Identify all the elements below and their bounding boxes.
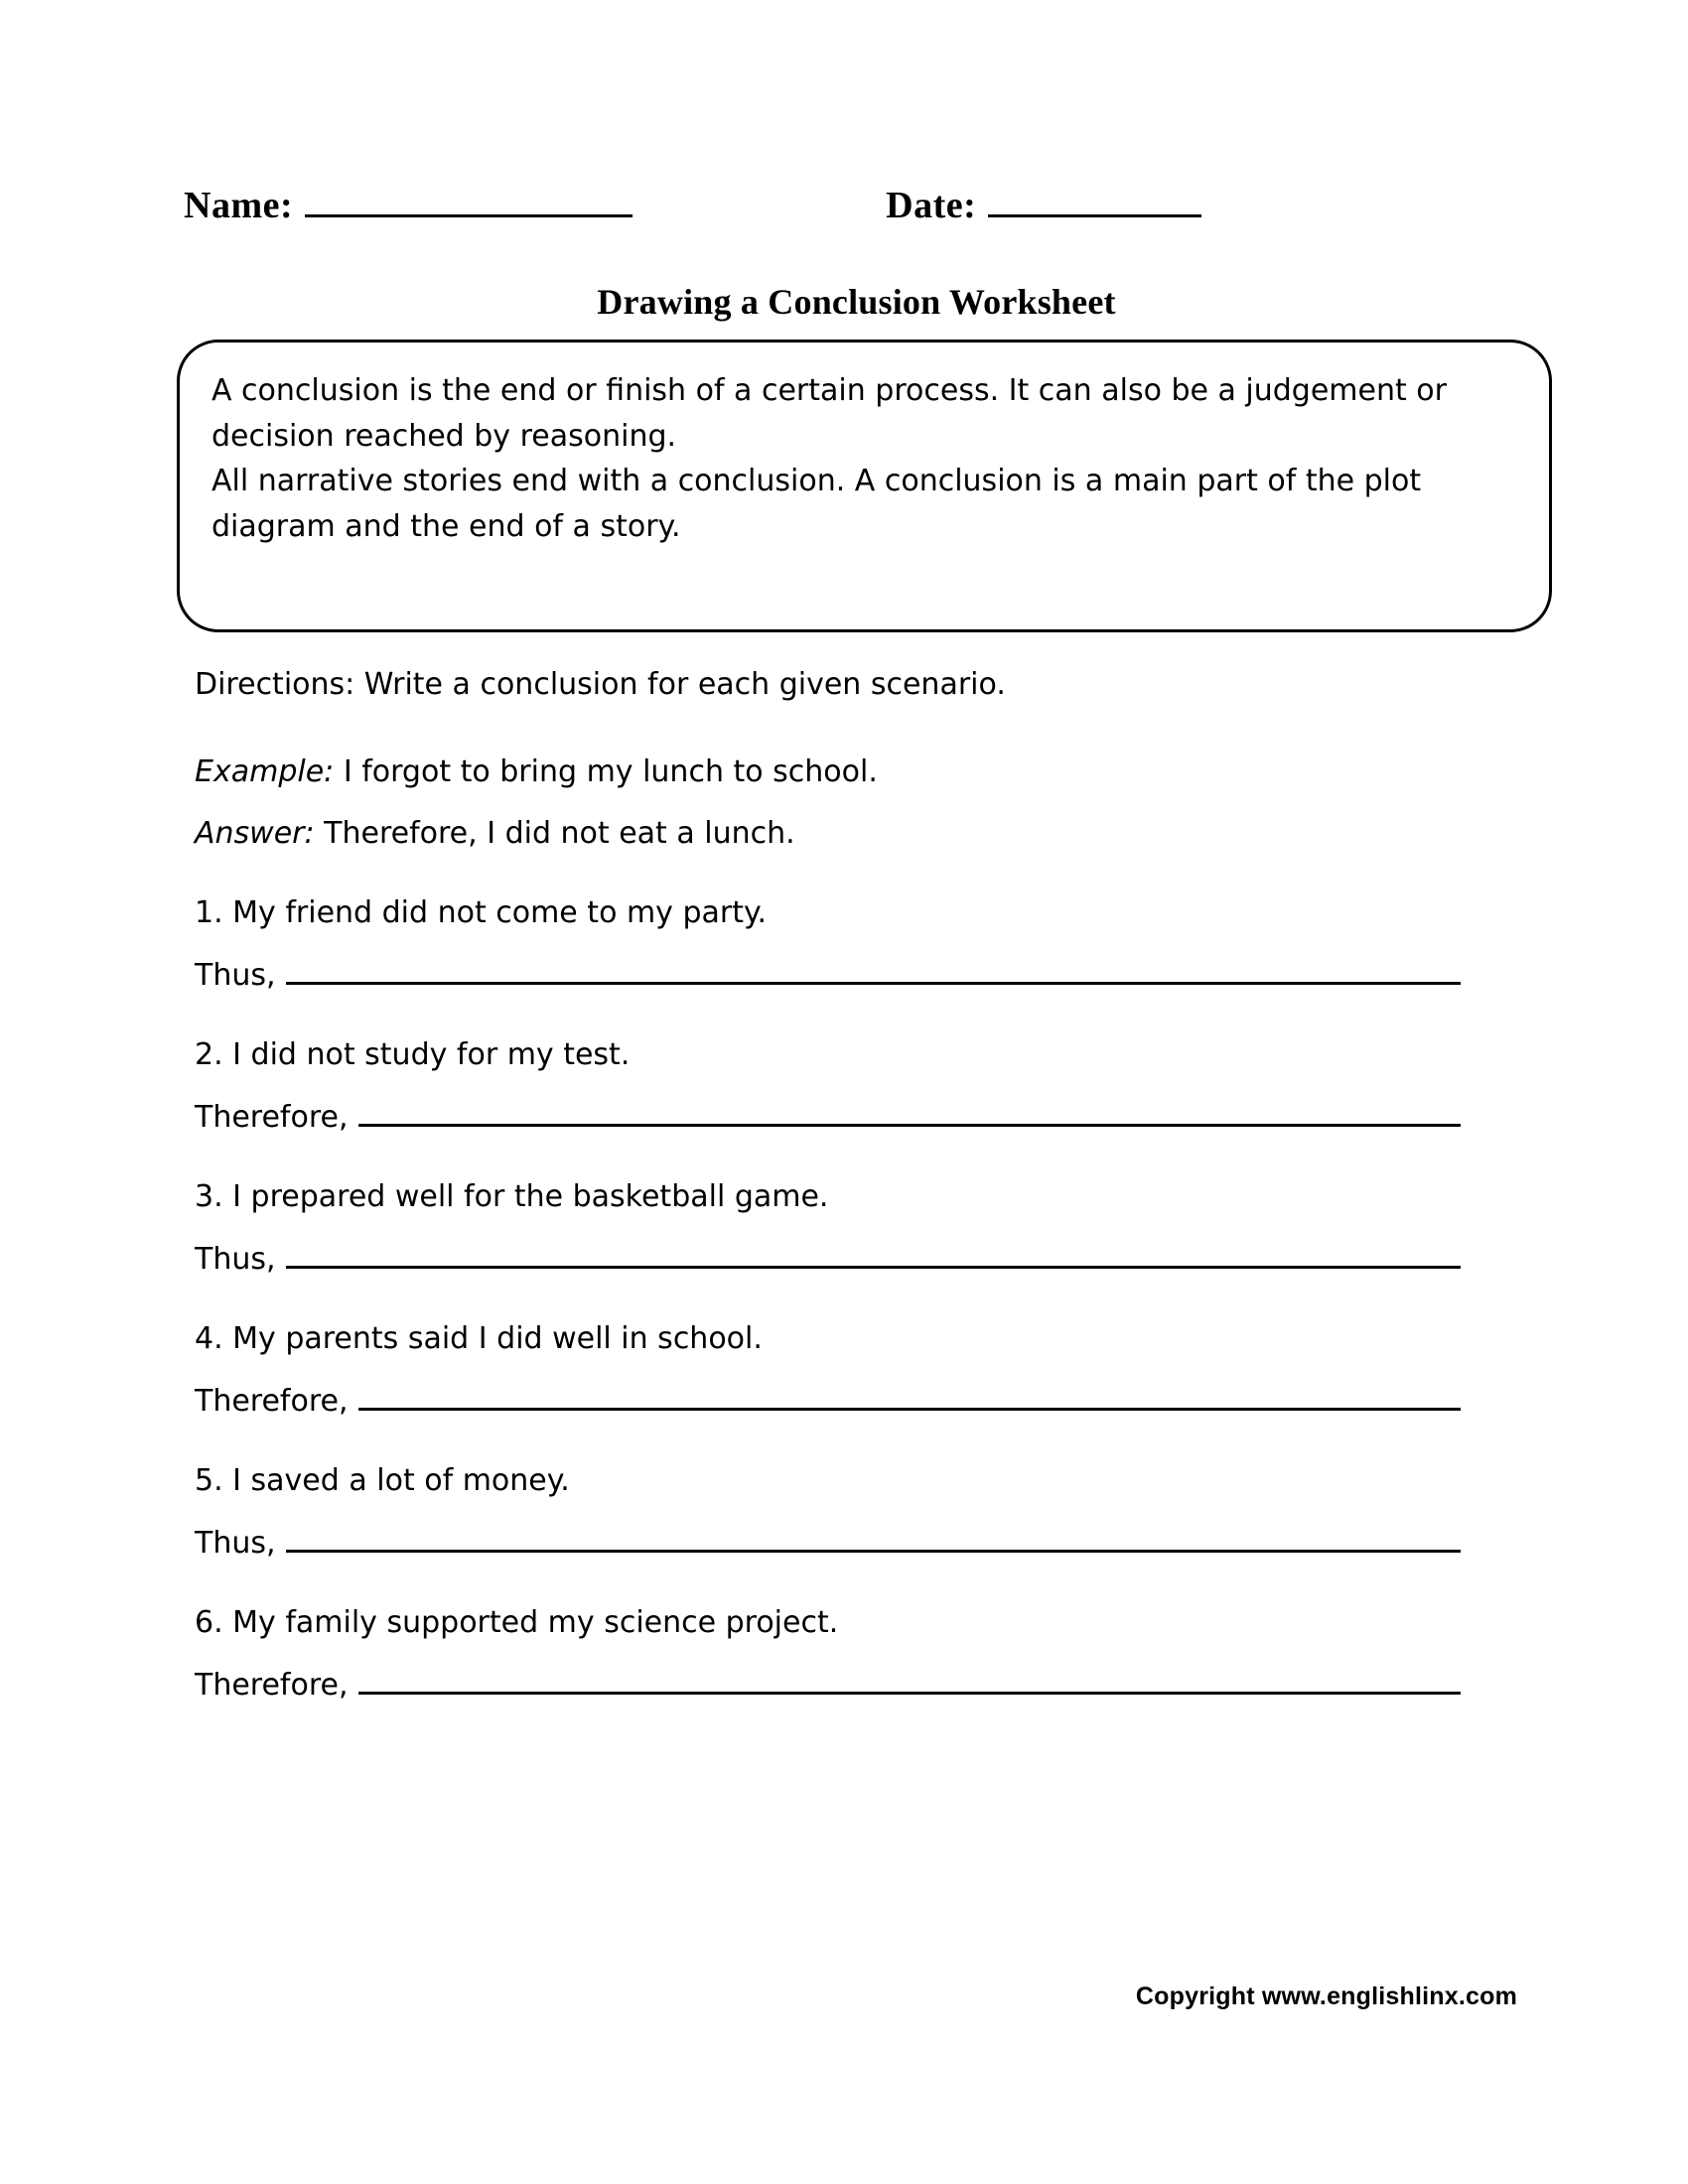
answer-write-line[interactable] bbox=[286, 962, 1461, 985]
question-prompt: 2. I did not study for my test. bbox=[195, 1037, 631, 1072]
example-line bbox=[195, 754, 878, 789]
answer-row bbox=[195, 958, 1485, 993]
page-title: Drawing a Conclusion Worksheet bbox=[597, 282, 1116, 322]
answer-row bbox=[195, 1526, 1485, 1561]
question-prompt: 5. I saved a lot of money. bbox=[195, 1463, 570, 1498]
answer-lead-in: Thus, bbox=[195, 1242, 276, 1277]
question-list bbox=[195, 895, 1485, 1750]
date-field-group bbox=[886, 184, 1201, 227]
answer-row bbox=[195, 1668, 1485, 1703]
copyright-notice: Copyright www.englishlinx.com bbox=[1135, 1982, 1517, 2010]
list-item bbox=[195, 1037, 1485, 1135]
answer-row bbox=[195, 1242, 1485, 1277]
name-input-blank[interactable] bbox=[305, 187, 633, 217]
answer-row bbox=[195, 1100, 1485, 1135]
answer-line bbox=[195, 816, 795, 851]
answer-write-line[interactable] bbox=[358, 1104, 1461, 1127]
answer-row bbox=[195, 1384, 1485, 1419]
date-input-blank[interactable] bbox=[988, 187, 1201, 217]
example-label: Example: bbox=[195, 754, 335, 789]
directions-text: Directions: Write a conclusion for each given scenario. bbox=[195, 667, 1006, 702]
answer-lead-in: Therefore, bbox=[195, 1100, 349, 1135]
date-label: Date: bbox=[886, 185, 977, 226]
answer-text: Therefore, I did not eat a lunch. bbox=[324, 816, 795, 851]
name-field-group bbox=[184, 184, 633, 227]
answer-lead-in: Therefore, bbox=[195, 1384, 349, 1419]
question-prompt: 4. My parents said I did well in school. bbox=[195, 1321, 763, 1356]
answer-lead-in: Thus, bbox=[195, 1526, 276, 1561]
definition-box bbox=[177, 340, 1552, 632]
answer-lead-in: Therefore, bbox=[195, 1668, 349, 1703]
example-text: I forgot to bring my lunch to school. bbox=[343, 754, 878, 789]
list-item bbox=[195, 895, 1485, 993]
header-row bbox=[184, 184, 1475, 227]
list-item bbox=[195, 1179, 1485, 1277]
definition-paragraph-1: A conclusion is the end or finish of a certain process. It can also be a judgement or decision reached by reasoning. bbox=[211, 373, 1447, 454]
answer-label: Answer: bbox=[195, 816, 315, 851]
answer-write-line[interactable] bbox=[286, 1530, 1461, 1553]
name-label: Name: bbox=[184, 185, 294, 226]
list-item bbox=[195, 1321, 1485, 1419]
answer-write-line[interactable] bbox=[286, 1246, 1461, 1269]
definition-paragraph-2: All narrative stories end with a conclusion. A conclusion is a main part of the plot diagram and the end of a story. bbox=[211, 464, 1422, 544]
answer-lead-in: Thus, bbox=[195, 958, 276, 993]
answer-write-line[interactable] bbox=[358, 1672, 1461, 1695]
question-prompt: 3. I prepared well for the basketball game. bbox=[195, 1179, 829, 1214]
list-item bbox=[195, 1605, 1485, 1703]
question-prompt: 1. My friend did not come to my party. bbox=[195, 895, 768, 930]
question-prompt: 6. My family supported my science project. bbox=[195, 1605, 839, 1640]
list-item bbox=[195, 1463, 1485, 1561]
answer-write-line[interactable] bbox=[358, 1388, 1461, 1411]
